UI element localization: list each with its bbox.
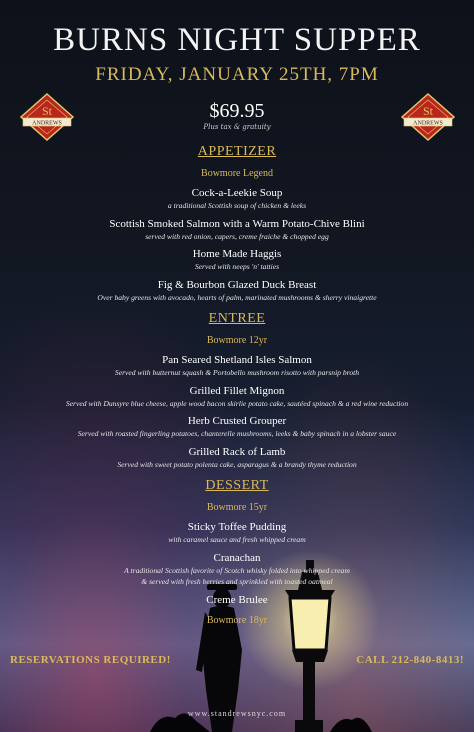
menu-item-name: Creme Brulee — [206, 594, 268, 606]
logo-st-text: St — [41, 104, 53, 118]
reservations-notice: RESERVATIONS REQUIRED! — [10, 654, 171, 666]
phone-number[interactable]: CALL 212-840-8413! — [356, 654, 464, 666]
menu-item-desc: A traditional Scottish favorite of Scotch whisky folded into whipped cream — [124, 566, 350, 575]
logo-banner-text: ANDREWS — [413, 120, 443, 127]
menu-item-desc: served with red onion, capers, creme fraiche & chopped egg — [145, 232, 329, 241]
menu-item-name: Cranachan — [213, 552, 261, 564]
menu-item-desc: Served with roasted fingerling potatoes, chanterelle mushrooms, leeks & baby spinach in a lobster sauce — [77, 429, 397, 438]
dessert-pairing: Bowmore 15yr — [206, 502, 268, 513]
menu-item-name: Fig & Bourbon Glazed Duck Breast — [157, 279, 317, 291]
menu-item-name: Cock-a-Leekie Soup — [191, 187, 283, 199]
menu-item-desc: Over baby greens with avocado, hearts of palm, marinated mushrooms & sherry vinaigrette — [97, 293, 377, 302]
menu-item-name: Pan Seared Shetland Isles Salmon — [162, 354, 312, 366]
menu-item-desc: with caramel sauce and fresh whipped cream — [168, 535, 306, 544]
appetizer-heading: APPETIZER — [197, 144, 277, 159]
menu-item-desc: Served with Dunsyre blue cheese, apple wood bacon skirlie potato cake, sautéed spinach & a red wine reduction — [65, 399, 409, 408]
menu-item-name: Sticky Toffee Pudding — [187, 521, 287, 533]
menu-item-name: Grilled Fillet Mignon — [189, 385, 285, 397]
logo-st-text: St — [422, 104, 434, 118]
menu-item-desc: Served with butternut squash & Portobello mushroom risotto with parsnip broth — [114, 368, 360, 377]
menu-item-name: Grilled Rack of Lamb — [188, 446, 286, 458]
menu-item-desc-continued: & served with fresh berries and sprinkled with toasted oatmeal — [141, 577, 333, 586]
menu-item-desc: a traditional Scottish soup of chicken & leeks — [167, 201, 307, 210]
menu-item-name: Home Made Haggis — [192, 248, 282, 260]
appetizer-pairing: Bowmore Legend — [201, 168, 273, 179]
entree-heading: ENTREE — [208, 311, 266, 326]
menu-item-desc: Served with neeps 'n' tatties — [194, 262, 280, 271]
menu-item-name: Scottish Smoked Salmon with a Warm Potato-Chive Blini — [109, 218, 365, 230]
dessert-heading: DESSERT — [205, 478, 269, 493]
menu-item-desc: Served with sweet potato polenta cake, asparagus & a brandy thyme reduction — [117, 460, 357, 469]
website-link[interactable]: www.standrewsnyc.com — [187, 709, 287, 718]
entree-pairing: Bowmore 12yr — [206, 335, 268, 346]
price-note: Plus tax & gratuity — [203, 123, 271, 131]
dessert-final-pairing: Bowmore 18yr — [206, 615, 268, 626]
logo-banner-text: ANDREWS — [32, 120, 62, 127]
page-title: BURNS NIGHT SUPPER — [53, 22, 421, 58]
event-date: FRIDAY, JANUARY 25TH, 7PM — [95, 64, 379, 85]
price: $69.95 — [209, 100, 265, 122]
menu-item-name: Herb Crusted Grouper — [187, 415, 287, 427]
